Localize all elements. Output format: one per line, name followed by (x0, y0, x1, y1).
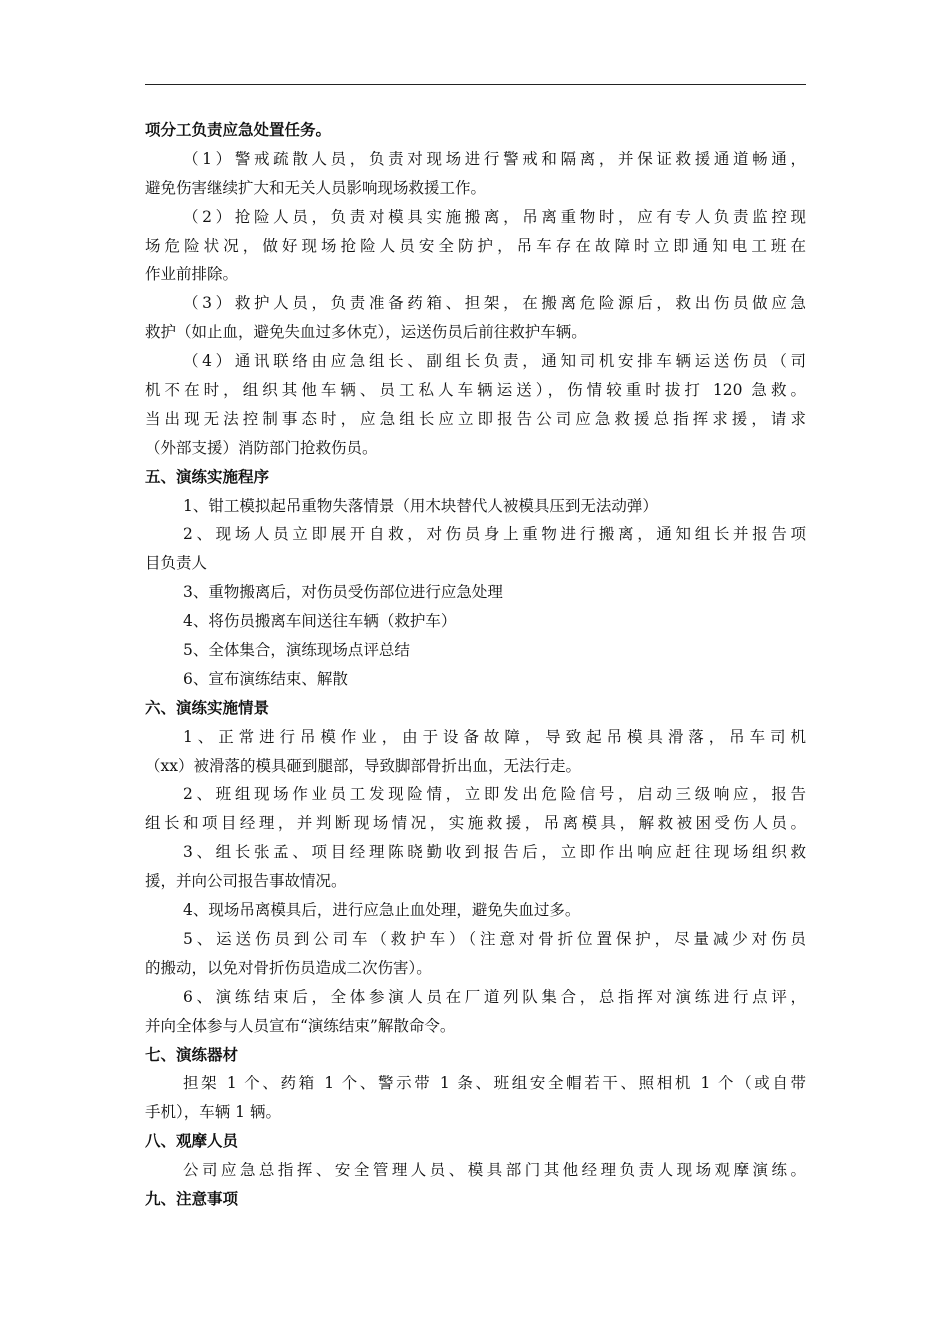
body-text-line: （2）抢险人员，负责对模具实施搬离，吊离重物时，应有专人负责监控现 (183, 207, 806, 226)
body-text-line: （3）救护人员，负责准备药箱、担架，在搬离危险源后，救出伤员做应急 (183, 294, 806, 313)
body-text-line: 1、钳工模拟起吊重物失落情景（用木块替代人被模具压到无法动弹） (183, 496, 658, 515)
body-text-line: 5、运送伤员到公司车（救护车）（注意对骨折位置保护，尽量减少对伤员 (183, 929, 806, 948)
body-text-line: 5、全体集合，演练现场点评总结 (183, 641, 410, 660)
body-text-line: 3、组长张孟、项目经理陈晓勤收到报告后，立即作出响应赶往现场组织救 (183, 843, 806, 862)
body-text-line: （1）警戒疏散人员，负责对现场进行警戒和隔离，并保证救援通道畅通， (183, 149, 806, 168)
body-text-line: 避免伤害继续扩大和无关人员影响现场救援工作。 (145, 178, 487, 197)
section-heading: 七、演练器材 (145, 1044, 239, 1064)
body-text-line: 1、正常进行吊模作业，由于设备故障，导致起吊模具滑落，吊车司机 (183, 727, 806, 746)
body-text-line: 的搬动，以免对骨折伤员造成二次伤害）。 (145, 958, 432, 977)
body-text-line: 3、重物搬离后，对伤员受伤部位进行应急处理 (183, 583, 503, 602)
body-text-line: 6、演练结束后，全体参演人员在厂道列队集合，总指挥对演练进行点评， (183, 987, 806, 1006)
body-text-line: 机不在时，组织其他车辆、员工私人车辆运送），伤情较重时拔打 120 急救。 (145, 381, 806, 400)
body-text-line: 4、将伤员搬离车间送往车辆（救护车） (183, 612, 457, 631)
document-body (145, 116, 806, 1214)
body-text-line: （4）通讯联络由应急组长、副组长负责，通知司机安排车辆运送伤员（司 (183, 352, 806, 371)
body-text-line: 担架 1 个、药箱 1 个、警示带 1 条、班组安全帽若干、照相机 1 个（或自带 (183, 1074, 806, 1093)
body-text-line: 作业前排除。 (145, 265, 239, 284)
body-text-line: 当出现无法控制事态时，应急组长应立即报告公司应急救援总指挥求援，请求 (145, 409, 806, 428)
body-text-line: 4、现场吊离模具后，进行应急止血处理，避免失血过多。 (183, 901, 581, 920)
body-text-line: 援，并向公司报告事故情况。 (145, 872, 347, 891)
section-heading: 九、注意事项 (145, 1188, 239, 1208)
body-text-line: 救护（如止血，避免失血过多休克），运送伤员后前往救护车辆。 (145, 323, 587, 342)
body-text-line: 目负责人 (145, 554, 208, 573)
section-heading: 五、演练实施程序 (145, 466, 270, 486)
body-text-line: 并向全体参与人员宣布“演练结束”解散命令。 (145, 1016, 456, 1035)
body-text-line: 2、班组现场作业员工发现险情，立即发出危险信号，启动三级响应，报告 (183, 785, 806, 804)
section-heading: 六、演练实施情景 (145, 697, 270, 717)
body-text-line: （xx）被滑落的模具砸到腿部，导致脚部骨折出血，无法行走。 (145, 756, 581, 775)
body-text-line: 场危险状况，做好现场抢险人员安全防护，吊车存在故障时立即通知电工班在 (145, 236, 806, 255)
body-text-line: 2、现场人员立即展开自救，对伤员身上重物进行搬离，通知组长并报告项 (183, 525, 806, 544)
body-text-line: 组长和项目经理，并判断现场情况，实施救援，吊离模具，解救被困受伤人员。 (145, 814, 806, 833)
body-text-line: 公司应急总指挥、安全管理人员、模具部门其他经理负责人现场观摩演练。 (183, 1161, 806, 1180)
body-text-line: 手机），车辆 1 辆。 (145, 1103, 281, 1122)
header-rule (145, 84, 806, 85)
section-heading: 八、观摩人员 (145, 1131, 239, 1151)
body-text-line: （外部支援）消防部门抢救伤员。 (145, 438, 378, 457)
section-heading: 项分工负责应急处置任务。 (145, 120, 332, 139)
body-text-line: 6、宣布演练结束、解散 (183, 669, 348, 688)
